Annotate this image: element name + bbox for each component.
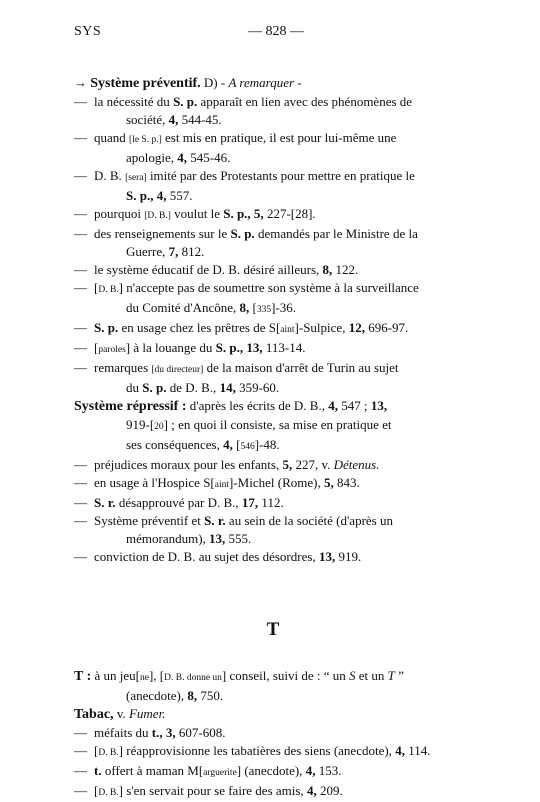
sub-entry: — quand [le S. p.] est mis en pratique, il est pour lui-même une apologie, 4, 545-46. [74,130,397,165]
arrow-icon: → [74,75,87,90]
sub-entry: — Système préventif et S. r. au sein de la société (d'après un mémorandum), 13, 555. [74,513,393,546]
index-content [74,74,472,802]
sub-entry: — t. offert à maman M[arguerite] (anecdote), 4, 153. [74,763,342,778]
entry-heading: T : [74,669,92,684]
sub-entry: — remarques [du directeur] de la maison d'arrêt de Turin au sujet du S. p. de D. B., 14, 359-60. [74,360,399,395]
sub-entry: — [D. B.] réapprovisionne les tabatières des siens (anecdote), 4, 114. [74,743,431,758]
sub-entry: — [paroles] à la louange du S. p., 13, 113-14. [74,340,306,355]
sub-entry: — [D. B.] n'accepte pas de soumettre son système à la surveillance du Comité d'Ancône, 8, [335]-36. [74,280,419,315]
sub-entry: — S. r. désapprouvé par D. B., 17, 112. [74,495,284,510]
running-head: SYS [74,24,102,39]
sub-entry: — méfaits du t., 3, 607-608. [74,725,226,740]
entry-heading: Tabac, [74,707,114,722]
sub-entry: — préjudices moraux pour les enfants, 5, 227, v. Détenus. [74,457,380,472]
sub-entry: — [D. B.] s'en servait pour se faire des amis, 4, 209. [74,783,343,798]
entry-systeme-preventif: → Système préventif. D) - A remarquer - [74,75,302,91]
sub-entry: — conviction de D. B. au sujet des désordres, 13, 919. [74,549,362,564]
sub-entry: — des renseignements sur le S. p. demandés par le Ministre de la Guerre, 7, 812. [74,226,418,259]
cross-reference: Fumer. [128,706,166,721]
sub-entry: — le système éducatif de D. B. désiré ailleurs, 8, 122. [74,262,359,277]
sub-entry: — la nécessité du S. p. apparaît en lien avec des phénomènes de société, 4, 544-45. [74,94,413,127]
entry-tabac: Tabac, v. Fumer. [74,706,166,722]
entry-heading: Système répressif : [74,399,187,414]
entry-t: T : à un jeu[ne], [D. B. donne un] conseil, suivi de : “ un S et un T ” (anecdote), 8, 750. [74,668,404,703]
section-letter: T [266,619,280,640]
page-number: — 828 — [248,24,304,39]
sub-entry: — en usage à l'Hospice S[aint]-Michel (Rome), 5, 843. [74,475,360,490]
entry-heading: Système préventif. [90,76,201,91]
sub-entry: — D. B. [sera] imité par des Protestants pour mettre en pratique le S. p., 4, 557. [74,168,415,203]
page-header [74,24,474,44]
entry-systeme-repressif: Système répressif : d'après les écrits de D. B., 4, 547 ; 13, 919-[20] ; en quoi il consiste, sa mise en pratique et ses conséquences, 4, [546]-48. [74,398,392,452]
sub-entry: — pourquoi [D. B.] voulut le S. p., 5, 227-[28]. [74,206,316,221]
sub-entry: — S. p. en usage chez les prêtres de S[aint]-Sulpice, 12, 696-97. [74,320,409,335]
